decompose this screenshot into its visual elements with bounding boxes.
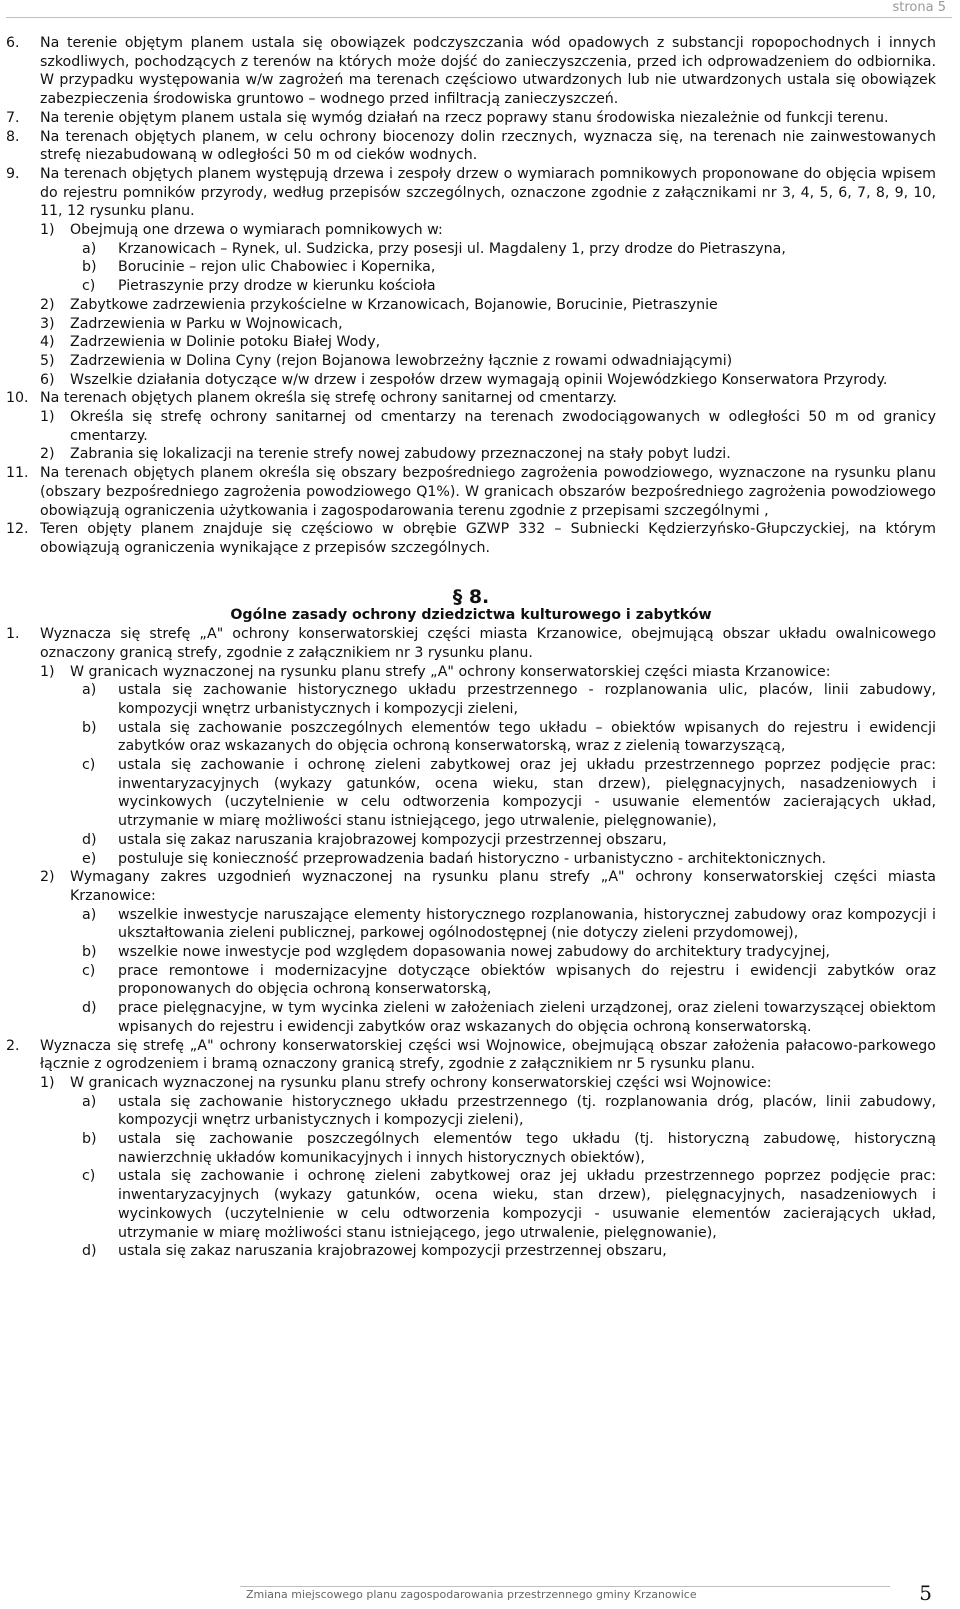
s2-sub1-item-1: a) ustala się zachowanie historycznego układu przestrzennego (tj. rozplanowania dróg, placów, linii zabudowy, kompozycji wnętrz urbanistycznych i kompozycji zieleni), (82, 1093, 936, 1129)
item9-sub-3: b) Borucinie – rejon ulic Chabowiec i Kopernika, (82, 259, 436, 276)
s1-sub2-item-1: a) wszelkie inwestycje naruszające elementy historycznego rozplanowania, historycznej zabudowy oraz kompozycji i ukształtowania zieleni publicznej, parkowej ogólnodostępnej (nie dotyczy zieleni przydomowej), (82, 906, 936, 942)
section-title: Ogólne zasady ochrony dziedzictwa kulturowego i zabytków (230, 607, 712, 624)
item9-sub-1: 1) Obejmują one drzewa o wymiarach pomnikowych w: (40, 222, 443, 239)
item9-sub-4: c) Pietraszynie przy drodze w kierunku kościoła (82, 278, 436, 295)
section-item-2: 2. Wyznacza się strefę „A" ochrony konserwatorskiej części wsi Wojnowice, obejmującą obszar założenia pałacowo-parkowego łącznie z ogrodzeniem i bramą oznaczony granicą strefy, zgodnie z załącznikiem nr 5 rysunku planu. (6, 1037, 936, 1073)
s1-sub2-item-4: d) prace pielęgnacyjne, w tym wycinka zieleni w założeniach zieleni urządzonej, oraz zieleni towarzyszącej obiektom wpisanych do rejestru i ewidencji zabytków oraz wskazanych do objęcia ochroną konserwatorską. (82, 1000, 936, 1035)
s1-sub1-item-5: e) postuluje się konieczność przeprowadzenia badań historyczno - urbanistyczno - architektonicznych. (82, 850, 827, 867)
document-body (6, 34, 936, 1261)
s2-sub1-item-3: c) ustala się zachowanie i ochronę zieleni zabytkowej oraz jej układu przestrzennego poprzez podjęcie prac: inwentaryzacyjnych (wykazy gatunków, ocena wieku, stan drzew), pielęgnacyjnych, nasadzeniowych i wycinkowych (uczytelnienie w celu odtworzenia kompozycji - usuwanie elementów zacierających układ, utrzymanie w miarę możliwości stanu istniejącego, jego utrwalenie, pielęgnowanie), (82, 1168, 936, 1241)
section-item-1-sub-2: 2) Wymagany zakres uzgodnień wyznaczonej na rysunku planu strefy „A" ochrony konserwatorskiej części miasta Krzanowice: (40, 869, 936, 904)
s1-sub2-item-2: b) wszelkie nowe inwestycje pod względem dopasowania nowej zabudowy do architektury tradycyjnej, (82, 944, 831, 961)
list-item-1: 6. Na terenie objętym planem ustala się obowiązek podczyszczania wód opadowych z substancji ropopochodnych i innych szkodliwych, pochodzących z terenów na których może dojść do zanieczyszczenia, przed ich odprowadzeniem do odbiornika. W przypadku występowania w/w zagrożeń ma terenach częściowo utwardzonych lub nie utwardzonych ustala się obowiązek zabezpieczenia środowiska gruntowo – wodnego przed infiltracją zanieczyszczeń. (6, 35, 936, 108)
list-item-10: 10. Na terenach objętych planem określa się strefę ochrony sanitarnej od cmentarzy. (6, 390, 617, 407)
item9-sub-2: a) Krzanowicach – Rynek, ul. Sudzicka, przy posesji ul. Magdaleny 1, przy drodze do Pietraszyna, (82, 240, 786, 257)
item9-sub-5: 2) Zabytkowe zadrzewienia przykościelne w Krzanowicach, Bojanowie, Borucinie, Pietraszynie (40, 296, 718, 313)
section-item-1-sub-1: 1) W granicach wyznaczonej na rysunku planu strefy „A" ochrony konserwatorskiej części miasta Krzanowice: (40, 663, 831, 680)
item9-sub-8: 5) Zadrzewienia w Dolina Cyny (rejon Bojanowa lewobrzeżny łącznie z rowami odwadniającymi) (40, 352, 733, 369)
s2-sub1-item-4: d) ustala się zakaz naruszania krajobrazowej kompozycji przestrzennej obszaru, (82, 1243, 667, 1260)
section-item-2-sub-1: 1) W granicach wyznaczonej na rysunku planu strefy ochrony konserwatorskiej części wsi Wojnowice: (40, 1074, 772, 1091)
s2-sub1-item-2: b) ustala się zachowanie poszczególnych elementów tego układu (tj. historyczną zabudowę, historyczną nawierzchnię układów komunikacyjnych i innych historycznych obiektów), (82, 1131, 936, 1166)
list-item-12: 12. Teren objęty planem znajduje się częściowo w obrębie GZWP 332 – Subniecki Kędzierzyńsko-Głupczyckiej, na którym obowiązują ograniczenia wynikające z przepisów szczególnych. (6, 521, 936, 556)
page-label: strona 5 (892, 0, 946, 15)
list-item-4: 9. Na terenach objętych planem występują drzewa i zespoły drzew o wymiarach pomnikowych proponowane do objęcia wpisem do rejestru pomników przyrody, według przepisów szczególnych, oznaczone zgodnie z załącznikami nr 3, 4, 5, 6, 7, 8, 9, 10, 11, 12 rysunku planu. (6, 165, 936, 220)
header-rule (6, 17, 952, 18)
footer-page-number: 5 (919, 1581, 932, 1605)
list-item-3: 8. Na terenach objętych planem, w celu ochrony biocenozy dolin rzecznych, wyznacza się, na terenach nie zainwestowanych strefę niezabudowaną w odległości 50 m od cieków wodnych. (6, 128, 936, 164)
section-item-1: 1. Wyznacza się strefę „A" ochrony konserwatorskiej części miasta Krzanowice, obejmującą obszar układu owalnicowego oznaczony granicą strefy, zgodnie z załącznikiem nr 3 rysunku planu. (6, 626, 936, 661)
s1-sub1-item-4: d) ustala się zakaz naruszania krajobrazowej kompozycji przestrzennej obszaru, (82, 831, 667, 848)
section-symbol: § 8. (452, 585, 490, 608)
footer-title: Zmiana miejscowego planu zagospodarowania przestrzennego gminy Krzanowice (246, 1588, 697, 1601)
s1-sub1-item-2: b) ustala się zachowanie poszczególnych elementów tego układu – obiektów wpisanych do rejestru i ewidencji zabytków oraz wskazanych do objęcia ochroną konserwatorską, wraz z zielenią towarzyszącą, (82, 719, 936, 755)
item10-sub-1: 1) Określa się strefę ochrony sanitarnej od cmentarzy na terenach zwodociągowanych w odległości 50 m od granicy cmentarzy. (40, 409, 936, 444)
list-item-2: 7. Na terenie objętym planem ustala się wymóg działań na rzecz poprawy stanu środowiska niezależnie od funkcji terenu. (6, 109, 889, 126)
item10-sub-2: 2) Zabrania się lokalizacji na terenie strefy nowej zabudowy przeznaczonej na stały pobyt ludzi. (40, 446, 731, 463)
section-heading (6, 585, 936, 625)
s1-sub1-item-3: c) ustala się zachowanie i ochronę zieleni zabytkowej oraz jej układu przestrzennego poprzez podjęcie prac: inwentaryzacyjnych (wykazy gatunków, ocena wieku, stan drzew), pielęgnacyjnych, nasadzeniowych i wycinkowych (uczytelnienie w celu odtworzenia kompozycji - usuwanie elementów zacierających układ, utrzymanie w miarę możliwości stanu istniejącego, jego utrwalenie, pielęgnowanie), (82, 757, 936, 830)
s1-sub2-item-3: c) prace remontowe i modernizacyjne dotyczące obiektów wpisanych do rejestru i ewidencji zabytków oraz proponowanych do objęcia ochroną konserwatorską, (82, 962, 936, 998)
item9-sub-9: 6) Wszelkie działania dotyczące w/w drzew i zespołów drzew wymagają opinii Wojewódzkiego Konserwatora Przyrody. (40, 371, 888, 388)
s1-sub1-item-1: a) ustala się zachowanie historycznego układu przestrzennego - rozplanowania ulic, placów, linii zabudowy, kompozycji wnętrz urbanistycznych i kompozycji zieleni, (82, 682, 936, 717)
item9-sub-6: 3) Zadrzewienia w Parku w Wojnowicach, (40, 315, 343, 332)
footer-rule (240, 1586, 890, 1587)
item9-sub-7: 4) Zadrzewienia w Dolinie potoku Białej Wody, (40, 334, 381, 351)
list-item-11: 11. Na terenach objętych planem określa się obszary bezpośredniego zagrożenia powodziowego, wyznaczone na rysunku planu (obszary bezpośredniego zagrożenia powodziowego Q1%). W granicach obszarów bezpośredniego zagrożenia powodziowego obowiązują ograniczenia użytkowania i zagospodarowania terenu zgodnie z przepisami szczególnymi , (6, 465, 936, 519)
